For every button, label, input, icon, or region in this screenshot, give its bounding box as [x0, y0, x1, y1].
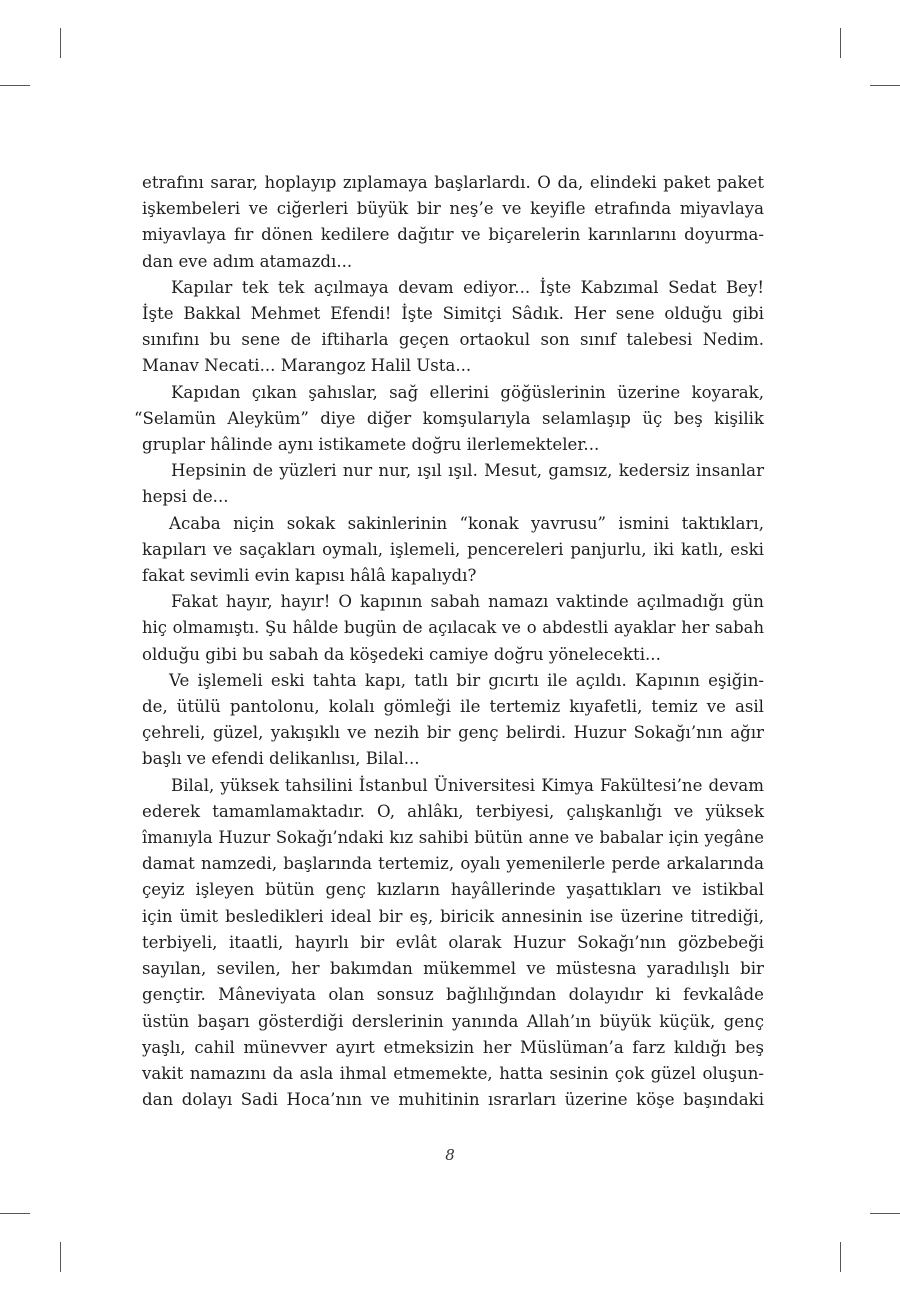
paragraph	[142, 275, 764, 380]
text-line: Bilal, yüksek tahsilini İstanbul Üniversitesi Kimya Fakültesi’ne devam	[171, 775, 764, 795]
text-line: etrafını sarar, hoplayıp zıplamaya başlarlardı. O da, elindeki paket paket	[142, 173, 764, 192]
page-body-text	[134, 170, 764, 1113]
text-line: için ümit besledikleri ideal bir eş, biricik annesinin ise üzerine titrediği,	[142, 906, 764, 926]
text-line: hepsi de...	[142, 487, 229, 507]
text-line: Hepsinin de yüzleri nur nur, ışıl ışıl. Mesut, gamsız, kedersiz insanlar	[171, 461, 764, 481]
text-line: “Selamün Aleyküm” diye diğer komşularıyla selamlaşıp üç beş kişilik	[134, 408, 764, 428]
crop-mark-top-right-vertical	[840, 28, 841, 58]
paragraph	[142, 589, 764, 668]
text-line: Manav Necati... Marangoz Halil Usta...	[142, 356, 472, 376]
crop-mark-bottom-left-horizontal	[0, 1213, 30, 1214]
crop-mark-bottom-right-vertical	[840, 1242, 841, 1272]
text-line: miyavlaya fır dönen kedilere dağıtır ve biçarelerin karınlarını doyurma-	[142, 225, 764, 245]
text-line: dan eve adım atamazdı...	[142, 251, 353, 271]
text-line: yaşlı, cahil münevver ayırt etmeksizin her Müslüman’a farz kıldığı beş	[142, 1037, 764, 1057]
text-line: sayılan, sevilen, her bakımdan mükemmel ve müstesna yaradılışlı bir	[142, 959, 764, 979]
text-line: fakat sevimli evin kapısı hâlâ kapalıydı?	[142, 566, 477, 586]
paragraph	[142, 668, 764, 773]
text-line: İşte Bakkal Mehmet Efendi! İşte Simitçi Sâdık. Her sene olduğu gibi	[142, 304, 764, 324]
text-line: üstün başarı gösterdiği derslerinin yanında Allah’ın büyük küçük, genç	[142, 1011, 764, 1031]
text-line: Ve işlemeli eski tahta kapı, tatlı bir gıcırtı ile açıldı. Kapının eşiğin-	[169, 670, 764, 690]
text-line: damat namzedi, başlarında tertemiz, oyalı yemenilerle perde arkalarında	[142, 854, 764, 874]
text-line: Fakat hayır, hayır! O kapının sabah namazı vaktinde açılmadığı gün	[171, 592, 764, 612]
text-line: ederek tamamlamaktadır. O, ahlâkı, terbiyesi, çalışkanlığı ve yüksek	[142, 801, 764, 821]
text-line: de, ütülü pantolonu, kolalı gömleği ile tertemiz kıyafetli, temiz ve asil	[142, 697, 764, 717]
text-line: sınıfını bu sene de iftiharla geçen ortaokul son sınıf talebesi Nedim.	[142, 330, 764, 350]
text-line: Kapılar tek tek açılmaya devam ediyor... İşte Kabzımal Sedat Bey!	[171, 277, 764, 297]
text-line: terbiyeli, itaatli, hayırlı bir evlât olarak Huzur Sokağı’nın gözbebeği	[142, 932, 764, 952]
text-line: îmanıyla Huzur Sokağı’ndaki kız sahibi bütün anne ve babalar için yegâne	[142, 828, 764, 848]
crop-mark-top-right-horizontal	[870, 85, 900, 86]
paragraph	[142, 458, 764, 510]
text-line: olduğu gibi bu sabah da köşedeki camiye doğru yönelecekti...	[142, 644, 661, 664]
paragraph	[134, 380, 764, 459]
crop-mark-top-left-vertical	[60, 28, 61, 58]
text-line: başlı ve efendi delikanlısı, Bilal...	[142, 749, 420, 769]
text-line: vakit namazını da asla ihmal etmemekte, hatta sesinin çok güzel oluşun-	[142, 1063, 764, 1083]
paragraph	[142, 511, 764, 590]
text-line: işkembeleri ve ciğerleri büyük bir neş’e ve keyifle etrafında miyavlaya	[142, 199, 764, 219]
paragraph	[142, 170, 764, 275]
text-line: çeyiz işleyen bütün genç kızların hayâllerinde yaşattıkları ve istikbal	[142, 880, 764, 900]
crop-mark-bottom-left-vertical	[60, 1242, 61, 1272]
text-line: gençtir. Mâneviyata olan sonsuz bağlılığından dolayıdır ki fevkalâde	[142, 985, 764, 1005]
crop-mark-top-left-horizontal	[0, 85, 30, 86]
page-number: 8	[445, 1146, 455, 1164]
text-line: Acaba niçin sokak sakinlerinin “konak yavrusu” ismini taktıkları,	[169, 513, 764, 533]
paragraph	[142, 773, 764, 1114]
text-line: kapıları ve saçakları oymalı, işlemeli, pencereleri panjurlu, iki katlı, eski	[142, 539, 764, 559]
text-line: hiç olmamıştı. Şu hâlde bugün de açılacak ve o abdestli ayaklar her sabah	[142, 618, 764, 638]
text-line: dan dolayı Sadi Hoca’nın ve muhitinin ısrarları üzerine köşe başındaki	[142, 1090, 764, 1110]
text-line: çehreli, güzel, yakışıklı ve nezih bir genç belirdi. Huzur Sokağı’nın ağır	[142, 723, 764, 743]
text-line: Kapıdan çıkan şahıslar, sağ ellerini göğüslerinin üzerine koyarak,	[171, 382, 764, 402]
crop-mark-bottom-right-horizontal	[870, 1213, 900, 1214]
text-line: gruplar hâlinde aynı istikamete doğru ilerlemekteler...	[142, 435, 600, 455]
